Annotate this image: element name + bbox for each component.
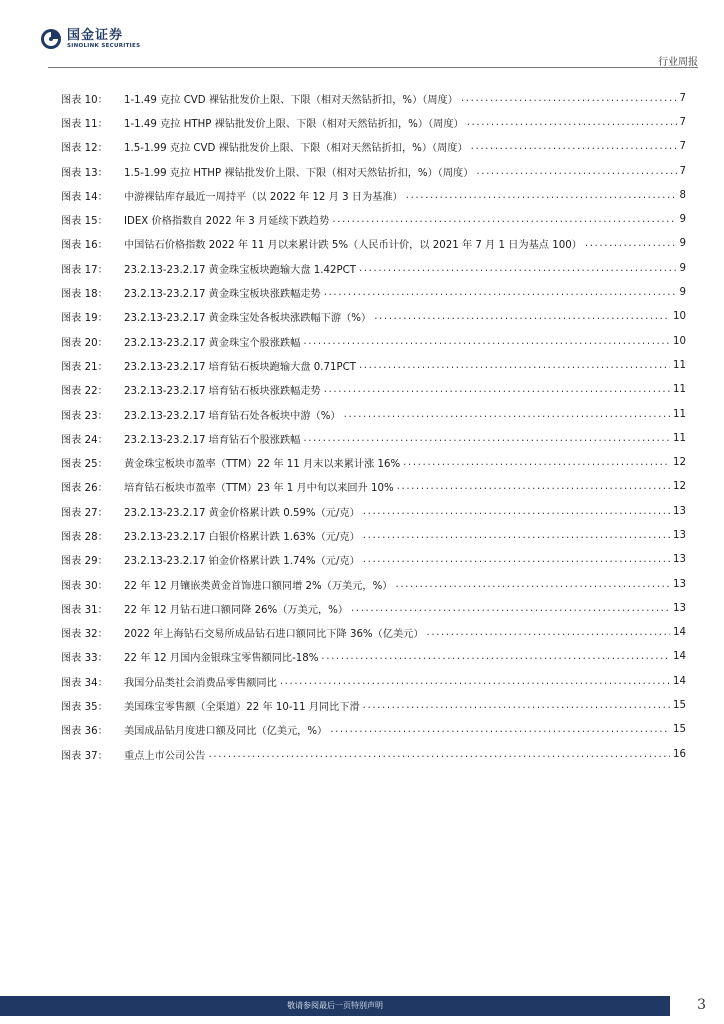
toc-entry[interactable]: [61, 669, 686, 693]
toc-figure-label: 图表 12：: [61, 143, 108, 155]
toc-figure-label: 图表 13：: [61, 167, 108, 179]
toc-figure-label: 图表 24：: [61, 434, 108, 446]
toc-entry[interactable]: [61, 499, 686, 523]
page-header: [0, 0, 724, 70]
toc-entry[interactable]: [61, 645, 686, 669]
toc-entry[interactable]: [61, 378, 686, 402]
toc-page-number: 12: [673, 457, 686, 469]
toc-page-number: 9: [679, 238, 686, 250]
company-name-cn: 国金证券: [67, 27, 124, 43]
toc-figure-title: 23.2.13-23.2.17 黄金珠宝板块涨跌幅走势: [124, 289, 321, 301]
toc-page-number: 9: [679, 287, 686, 299]
toc-figure-label: 图表 11：: [61, 118, 108, 130]
toc-page-number: 15: [673, 700, 686, 712]
toc-entry[interactable]: [61, 693, 686, 717]
toc-page-number: 13: [673, 529, 686, 541]
toc-dot-leader: [363, 506, 670, 517]
toc-figure-label: 图表 37：: [61, 750, 108, 762]
toc-figure-label: 图表 33：: [61, 653, 108, 665]
toc-figure-label: 图表 32：: [61, 629, 108, 641]
toc-figure-label: 图表 20：: [61, 337, 108, 349]
toc-figure-title: 培育钻石板块市盈率（TTM）23 年 1 月中旬以来回升 10%: [124, 483, 394, 495]
toc-figure-label: 图表 23：: [61, 410, 108, 422]
toc-dot-leader: [374, 311, 670, 322]
toc-figure-title: 我国分品类社会消费品零售额同比: [124, 677, 277, 689]
toc-page-number: 11: [673, 384, 686, 396]
toc-figure-title: 22 年 12 月国内金银珠宝零售额同比-18%: [124, 653, 319, 665]
company-logo: [40, 28, 140, 50]
toc-figure-title: 美国珠宝零售额（全渠道）22 年 10-11 月同比下滑: [124, 702, 360, 714]
toc-figure-label: 图表 30：: [61, 580, 108, 592]
toc-entry[interactable]: [61, 329, 686, 353]
toc-figure-label: 图表 18：: [61, 289, 108, 301]
toc-figure-title: 黄金珠宝板块市盈率（TTM）22 年 11 月末以来累计涨 16%: [124, 459, 401, 471]
toc-page-number: 15: [673, 724, 686, 736]
toc-entry[interactable]: [61, 86, 686, 110]
toc-figure-title: 中国钻石价格指数 2022 年 11 月以来累计跌 5%（人民币计价，以 2021 年 7 月 1 日为基点 100）: [124, 240, 582, 252]
toc-page-number: 11: [673, 432, 686, 444]
toc-figure-label: 图表 27：: [61, 507, 108, 519]
logo-icon: [40, 28, 62, 50]
table-of-figures: [61, 86, 686, 766]
toc-figure-label: 图表 17：: [61, 264, 108, 276]
toc-figure-title: 1-1.49 克拉 CVD 裸钻批发价上限、下限（相对天然钻折扣，%）（周度）: [124, 94, 458, 106]
toc-page-number: 14: [673, 627, 686, 639]
toc-figure-title: 23.2.13-23.2.17 培育钻石个股涨跌幅: [124, 434, 301, 446]
toc-entry[interactable]: [61, 426, 686, 450]
toc-figure-label: 图表 22：: [61, 386, 108, 398]
toc-page-number: 14: [673, 675, 686, 687]
toc-entry[interactable]: [61, 280, 686, 304]
toc-dot-leader: [427, 627, 670, 638]
toc-page-number: 9: [679, 214, 686, 226]
toc-dot-leader: [461, 93, 677, 104]
toc-page-number: 10: [673, 335, 686, 347]
company-name-en: SINOLINK SECURITIES: [67, 42, 141, 49]
toc-dot-leader: [321, 651, 670, 662]
toc-page-number: 11: [673, 359, 686, 371]
toc-entry[interactable]: [61, 718, 686, 742]
toc-page-number: 13: [673, 505, 686, 517]
toc-figure-label: 图表 26：: [61, 483, 108, 495]
toc-figure-label: 图表 21：: [61, 361, 108, 373]
toc-figure-title: 23.2.13-23.2.17 培育钻石板块跑输大盘 0.71PCT: [124, 361, 356, 373]
toc-figure-title: 23.2.13-23.2.17 培育钻石处各板块中游（%）: [124, 410, 341, 422]
toc-figure-title: 中游裸钻库存最近一周持平（以 2022 年 12 月 3 日为基准）: [124, 191, 403, 203]
toc-dot-leader: [476, 166, 676, 177]
toc-figure-title: 23.2.13-23.2.17 黄金珠宝处各板块涨跌幅下游（%）: [124, 313, 372, 325]
toc-entry[interactable]: [61, 621, 686, 645]
toc-figure-label: 图表 19：: [61, 313, 108, 325]
toc-entry[interactable]: [61, 232, 686, 256]
footer-bar: [0, 996, 670, 1016]
toc-figure-title: 1.5-1.99 克拉 HTHP 裸钻批发价上限、下限（相对天然钻折扣，%）（周度）: [124, 167, 474, 179]
toc-entry[interactable]: [61, 596, 686, 620]
toc-dot-leader: [363, 554, 670, 565]
toc-entry[interactable]: [61, 475, 686, 499]
toc-figure-title: 22 年 12 月钻石进口额同降 26%（万美元，%）: [124, 604, 349, 616]
toc-dot-leader: [471, 141, 677, 152]
toc-entry[interactable]: [61, 159, 686, 183]
toc-figure-title: 1.5-1.99 克拉 CVD 裸钻批发价上限、下限（相对天然钻折扣，%）（周度）: [124, 143, 468, 155]
toc-dot-leader: [363, 530, 670, 541]
toc-figure-label: 图表 29：: [61, 556, 108, 568]
report-type: 行业周报: [658, 57, 698, 68]
toc-figure-title: 22 年 12 月镶嵌类黄金首饰进口额同增 2%（万美元，%）: [124, 580, 393, 592]
toc-entry[interactable]: [61, 183, 686, 207]
toc-figure-title: 1-1.49 克拉 HTHP 裸钻批发价上限、下限（相对天然钻折扣，%）（周度）: [124, 118, 464, 130]
toc-entry[interactable]: [61, 305, 686, 329]
toc-entry[interactable]: [61, 523, 686, 547]
toc-dot-leader: [344, 409, 670, 420]
toc-dot-leader: [363, 700, 670, 711]
toc-figure-title: 23.2.13-23.2.17 培育钻石板块涨跌幅走势: [124, 386, 321, 398]
toc-figure-label: 图表 25：: [61, 459, 108, 471]
toc-page-number: 7: [679, 141, 686, 153]
toc-dot-leader: [303, 336, 670, 347]
toc-figure-label: 图表 35：: [61, 702, 108, 714]
toc-entry[interactable]: [61, 207, 686, 231]
toc-dot-leader: [359, 360, 670, 371]
toc-page-number: 7: [679, 92, 686, 104]
toc-figure-title: 23.2.13-23.2.17 黄金珠宝板块跑输大盘 1.42PCT: [124, 264, 356, 276]
toc-page-number: 13: [673, 554, 686, 566]
toc-figure-title: 23.2.13-23.2.17 黄金珠宝个股涨跌幅: [124, 337, 301, 349]
toc-entry[interactable]: [61, 548, 686, 572]
toc-figure-label: 图表 36：: [61, 726, 108, 738]
toc-figure-title: 23.2.13-23.2.17 白银价格累计跌 1.63%（元/克）: [124, 531, 360, 543]
toc-page-number: 7: [679, 116, 686, 128]
toc-entry[interactable]: [61, 450, 686, 474]
toc-page-number: 11: [673, 408, 686, 420]
toc-figure-title: IDEX 价格指数自 2022 年 3 月延续下跌趋势: [124, 216, 330, 228]
toc-dot-leader: [209, 749, 671, 760]
toc-figure-title: 美国成品钻月度进口额及同比（亿美元，%）: [124, 726, 328, 738]
toc-dot-leader: [324, 384, 670, 395]
toc-figure-label: 图表 10：: [61, 94, 108, 106]
toc-dot-leader: [351, 603, 670, 614]
toc-entry[interactable]: [61, 110, 686, 134]
toc-page-number: 12: [673, 481, 686, 493]
toc-page-number: 14: [673, 651, 686, 663]
toc-page-number: 7: [679, 165, 686, 177]
toc-figure-label: 图表 31：: [61, 604, 108, 616]
toc-figure-title: 23.2.13-23.2.17 黄金价格累计跌 0.59%（元/克）: [124, 507, 360, 519]
toc-figure-title: 重点上市公司公告: [124, 750, 206, 762]
page-number: 3: [697, 997, 706, 1013]
toc-figure-title: 2022 年上海钻石交易所成品钻石进口额同比下降 36%（亿美元）: [124, 629, 424, 641]
footer-disclaimer: 敬请参阅最后一页特别声明: [287, 1001, 383, 1010]
toc-page-number: 10: [673, 311, 686, 323]
toc-dot-leader: [332, 214, 676, 225]
toc-page-number: 16: [673, 748, 686, 760]
toc-entry[interactable]: [61, 402, 686, 426]
toc-dot-leader: [395, 579, 670, 590]
toc-page-number: 9: [679, 262, 686, 274]
toc-dot-leader: [585, 238, 677, 249]
toc-figure-label: 图表 14：: [61, 191, 108, 203]
toc-page-number: 8: [679, 189, 686, 201]
toc-entry[interactable]: [61, 742, 686, 766]
toc-entry[interactable]: [61, 135, 686, 159]
toc-entry[interactable]: [61, 572, 686, 596]
toc-dot-leader: [324, 287, 677, 298]
toc-dot-leader: [467, 117, 677, 128]
toc-entry[interactable]: [61, 353, 686, 377]
toc-dot-leader: [397, 481, 670, 492]
toc-dot-leader: [330, 724, 670, 735]
toc-figure-title: 23.2.13-23.2.17 铂金价格累计跌 1.74%（元/克）: [124, 556, 360, 568]
toc-dot-leader: [359, 263, 677, 274]
toc-figure-label: 图表 16：: [61, 240, 108, 252]
toc-page-number: 13: [673, 602, 686, 614]
header-divider: [48, 67, 698, 68]
toc-figure-label: 图表 28：: [61, 531, 108, 543]
toc-dot-leader: [280, 676, 670, 687]
toc-figure-label: 图表 34：: [61, 677, 108, 689]
toc-dot-leader: [303, 433, 670, 444]
toc-page-number: 13: [673, 578, 686, 590]
toc-figure-label: 图表 15：: [61, 216, 108, 228]
toc-dot-leader: [403, 457, 670, 468]
toc-entry[interactable]: [61, 256, 686, 280]
toc-dot-leader: [406, 190, 677, 201]
